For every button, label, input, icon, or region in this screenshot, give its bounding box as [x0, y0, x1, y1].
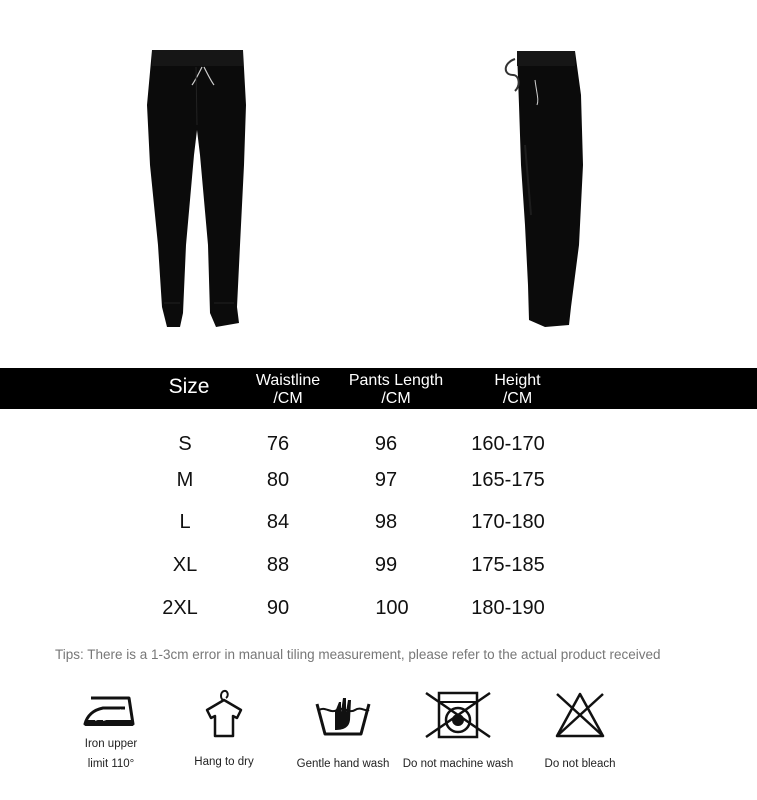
- care-no-machine-wash: [398, 690, 518, 774]
- cell-size: XL: [172, 554, 198, 576]
- cell-height: 170-180: [471, 511, 545, 533]
- cell-height: 175-185: [471, 554, 545, 576]
- care-hand-wash-label: Gentle hand wash: [296, 758, 390, 770]
- cell-pants-length: 96: [374, 433, 398, 455]
- cell-pants-length: 98: [374, 511, 398, 533]
- care-iron: [76, 690, 146, 774]
- care-hang-dry-label: Hang to dry: [194, 756, 254, 768]
- header-pants-length: Pants Length /CM: [348, 372, 444, 407]
- no-machine-wash-icon: [423, 690, 493, 740]
- tips-text: Tips: There is a 1-3cm error in manual tiling measurement, please refer to the actual product received: [55, 647, 661, 662]
- care-no-machine-wash-label: Do not machine wash: [402, 758, 514, 770]
- care-no-bleach: [535, 690, 625, 774]
- cell-pants-length: 100: [375, 597, 409, 619]
- cell-pants-length: 99: [374, 554, 398, 576]
- no-bleach-icon: [553, 690, 607, 740]
- care-no-bleach-label: Do not bleach: [544, 758, 616, 770]
- size-table-header: [0, 368, 757, 409]
- cell-height: 180-190: [471, 597, 545, 619]
- cell-height: 165-175: [471, 469, 545, 491]
- cell-waistline: 88: [266, 554, 290, 576]
- hand-wash-icon: [313, 690, 373, 738]
- cell-size: 2XL: [162, 597, 198, 619]
- care-hang-dry: [184, 688, 264, 772]
- cell-waistline: 80: [266, 469, 290, 491]
- header-waistline: Waistline /CM: [255, 372, 321, 407]
- header-size: Size: [168, 375, 210, 398]
- hanging-shirt-icon: [201, 688, 247, 742]
- care-iron-label-2: limit 110°: [87, 758, 135, 770]
- cell-waistline: 90: [266, 597, 290, 619]
- care-hand-wash: [293, 690, 393, 774]
- care-iron-label-1: Iron upper: [84, 738, 138, 750]
- iron-icon: [81, 690, 141, 734]
- cell-size: L: [179, 511, 191, 533]
- cell-waistline: 76: [266, 433, 290, 455]
- pants-side-image: [495, 45, 590, 330]
- cell-height: 160-170: [471, 433, 545, 455]
- cell-pants-length: 97: [374, 469, 398, 491]
- pants-front-image: [140, 45, 255, 330]
- cell-size: S: [178, 433, 192, 455]
- header-height: Height /CM: [494, 372, 541, 407]
- cell-size: M: [176, 469, 194, 491]
- cell-waistline: 84: [266, 511, 290, 533]
